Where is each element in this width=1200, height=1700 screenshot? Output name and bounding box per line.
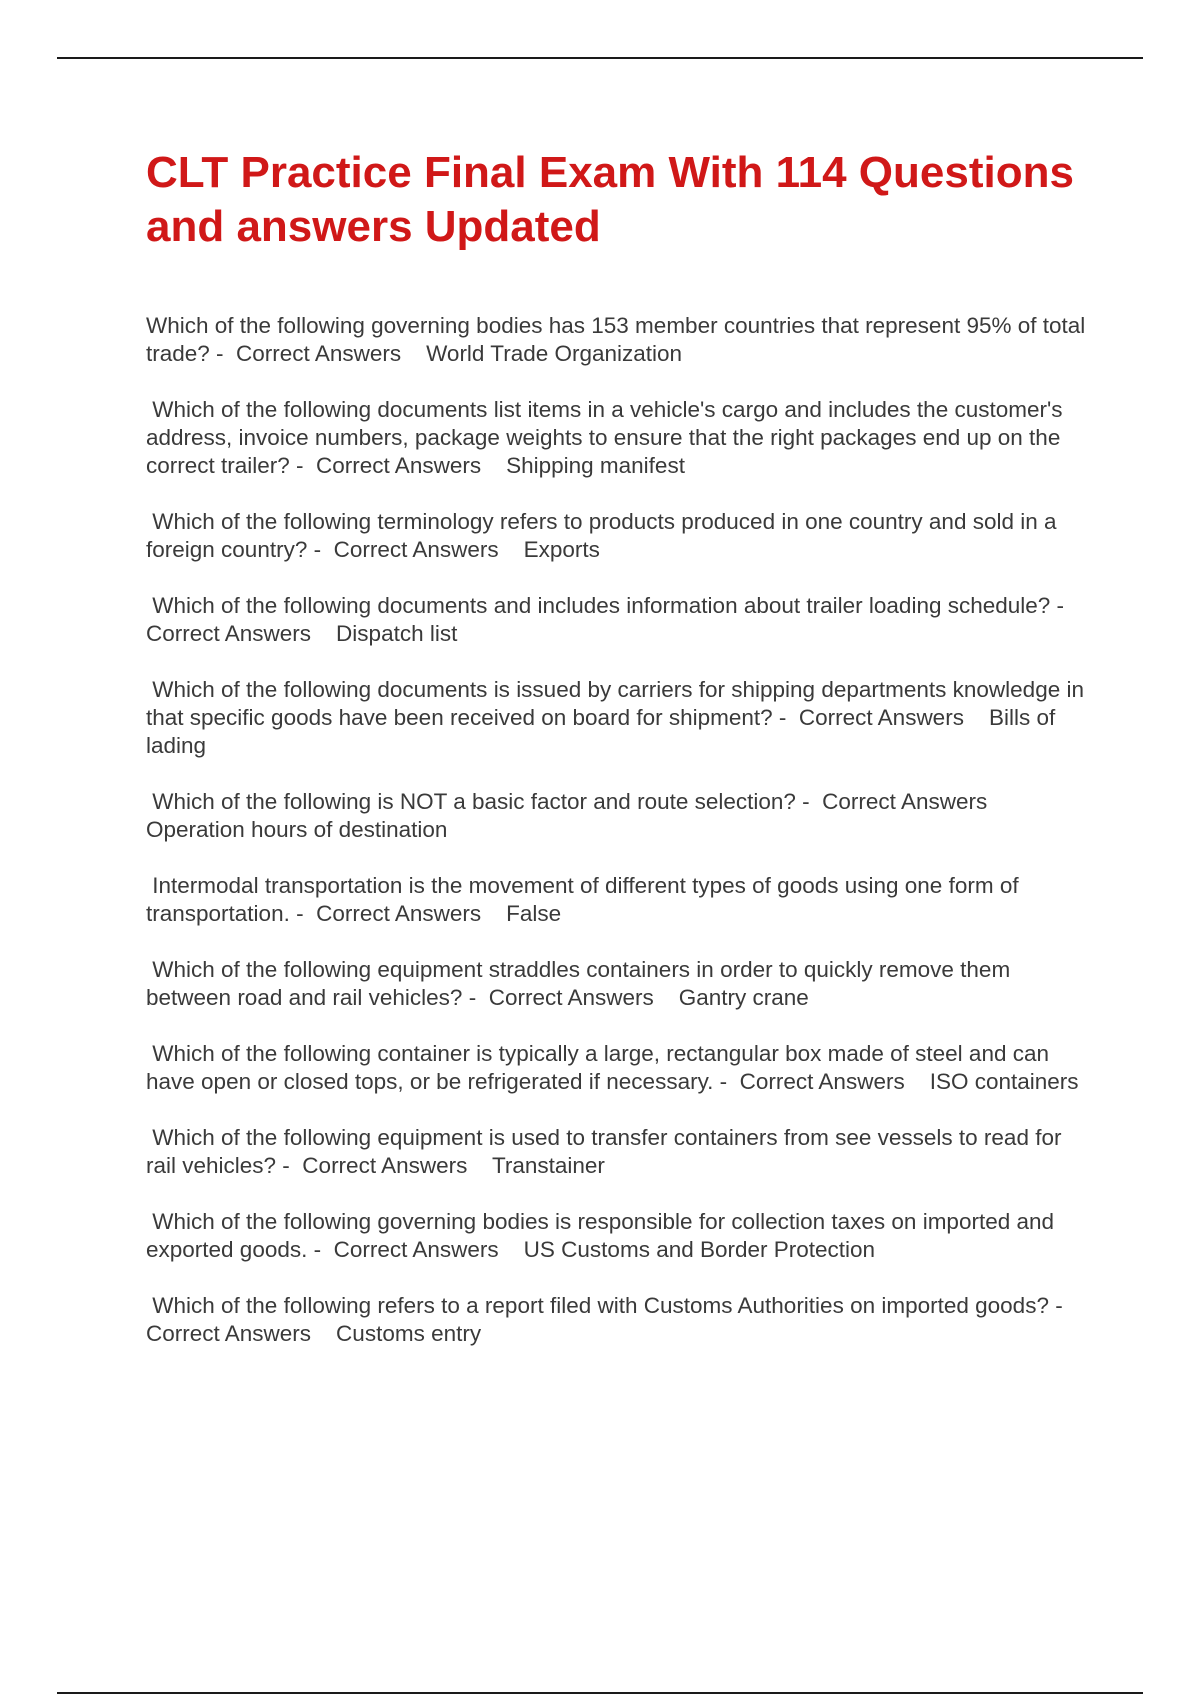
top-rule (57, 57, 1143, 59)
qa-item: Which of the following refers to a report filed with Customs Authorities on imported goods? - Correct Answers Customs entry (146, 1293, 1076, 1346)
qa-item: Which of the following documents list items in a vehicle's cargo and includes the customer's address, invoice numbers, package weights to ensure that the right packages end up on the correct trailer? - Correct Answers Shipping manifest (146, 397, 1069, 478)
document-title: CLT Practice Final Exam With 114 Questions and answers Updated (146, 148, 1074, 251)
qa-item: Which of the following equipment straddles containers in order to quickly remove them between road and rail vehicles? - Correct Answers Gantry crane (146, 957, 1017, 1010)
bottom-rule (57, 1692, 1143, 1694)
qa-list (146, 312, 1092, 1348)
document-body (146, 146, 1092, 1376)
qa-item: Which of the following documents and includes information about trailer loading schedule? - Correct Answers Dispatch list (146, 593, 1077, 646)
qa-item: Which of the following governing bodies is responsible for collection taxes on imported and exported goods. - Correct Answers US Customs and Border Protection (146, 1209, 1061, 1262)
qa-item: Which of the following terminology refers to products produced in one country and sold in a foreign country? - Correct Answers Exports (146, 509, 1063, 562)
qa-item: Intermodal transportation is the movement of different types of goods using one form of transportation. - Correct Answers False (146, 873, 1025, 926)
qa-item: Which of the following documents is issued by carriers for shipping departments knowledge in that specific goods have been received on board for shipment? - Correct Answers Bills of lading (146, 677, 1091, 758)
qa-item: Which of the following is NOT a basic factor and route selection? - Correct Answers Operation hours of destination (146, 789, 1013, 842)
qa-item: Which of the following container is typically a large, rectangular box made of steel and can have open or closed tops, or be refrigerated if necessary. - Correct Answers ISO containers (146, 1041, 1079, 1094)
qa-item: Which of the following equipment is used to transfer containers from see vessels to read for rail vehicles? - Correct Answers Transtainer (146, 1125, 1068, 1178)
qa-item: Which of the following governing bodies has 153 member countries that represent 95% of total trade? - Correct Answers World Trade Organization (146, 313, 1092, 366)
